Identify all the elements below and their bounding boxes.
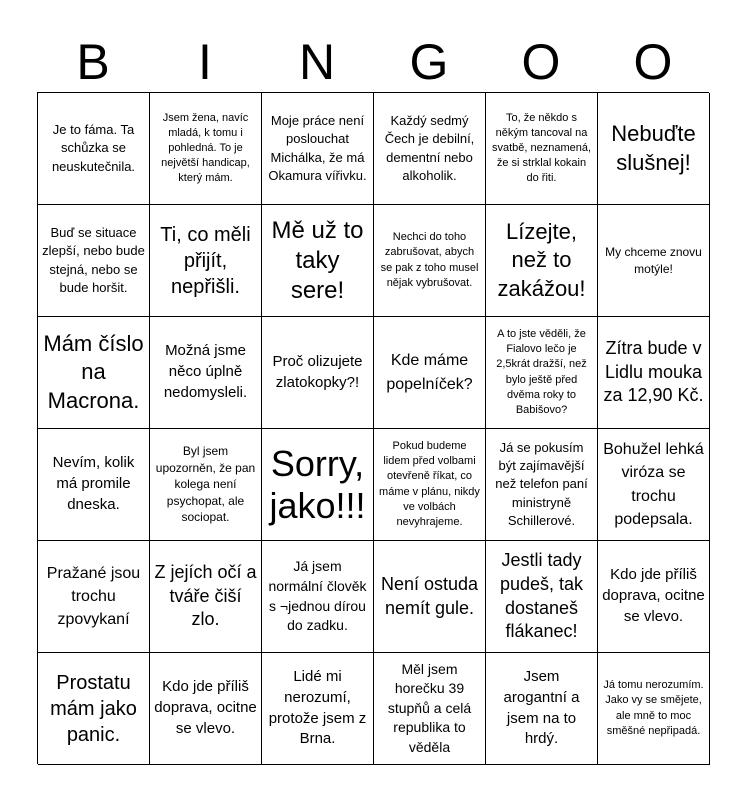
bingo-cell[interactable] — [38, 93, 150, 205]
cell-text: Zítra bude v Lidlu mouka za 12,90 Kč. — [603, 337, 704, 406]
cell-text: Jsem žena, navíc mladá, k tomu i pohledná. To je největší handicap, který mám. — [161, 111, 250, 185]
cell-text: Prostatu mám jako panic. — [50, 671, 137, 746]
cell-text: Možná jsme něco úplně nedomysleli. — [163, 342, 248, 401]
bingo-cell[interactable] — [374, 317, 486, 429]
bingo-cell[interactable] — [262, 653, 374, 765]
bingo-cell[interactable] — [38, 317, 150, 429]
bingo-cell[interactable] — [150, 205, 262, 317]
bingo-cell[interactable] — [38, 541, 150, 653]
header-letter-1: B — [76, 34, 110, 90]
bingo-cell[interactable] — [486, 317, 598, 429]
bingo-header — [37, 30, 709, 94]
bingo-cell[interactable] — [598, 93, 710, 205]
cell-text: Pražané jsou trochu zpovykaní — [46, 564, 141, 629]
cell-text: Moje práce není poslouchat Michálka, že má Okamura vířivku. — [268, 113, 367, 183]
bingo-cell[interactable] — [598, 429, 710, 541]
bingo-cell[interactable] — [598, 317, 710, 429]
bingo-cell[interactable] — [150, 93, 262, 205]
bingo-cell[interactable] — [486, 429, 598, 541]
bingo-cell[interactable] — [374, 653, 486, 765]
cell-text: Mám číslo na Macrona. — [43, 330, 144, 413]
bingo-cell[interactable] — [374, 429, 486, 541]
bingo-cell[interactable] — [262, 317, 374, 429]
cell-text: To, že někdo s někým tancoval na svatbě, neznamená, že si strklal kokain do řiti. — [491, 111, 592, 185]
bingo-grid — [37, 92, 709, 764]
cell-text: Já jsem normální člověk s ¬jednou dírou do zadku. — [268, 558, 367, 634]
cell-text: Není ostuda nemít gule. — [380, 573, 479, 618]
header-letter-2: I — [198, 34, 212, 90]
bingo-cell[interactable] — [598, 205, 710, 317]
cell-text: Ti, co měli přijít, nepřišli. — [160, 223, 251, 298]
bingo-cell[interactable] — [262, 429, 374, 541]
cell-text: Já tomu nerozumím. Jako vy se smějete, ale mně to moc směšné nepřipadá. — [603, 679, 704, 737]
cell-text: Lízejte, než to zakážou! — [497, 218, 586, 301]
bingo-cell[interactable] — [150, 317, 262, 429]
cell-text: Jestli tady pudeš, tak dostaneš flákanec! — [499, 549, 584, 642]
bingo-cell[interactable] — [486, 653, 598, 765]
bingo-cell[interactable] — [262, 205, 374, 317]
cell-text: Kde máme popelníček? — [386, 352, 473, 393]
bingo-cell[interactable] — [150, 429, 262, 541]
cell-text: Já se pokusím být zajímavější než telefon paní ministryně Schillerové. — [495, 440, 588, 528]
cell-text: Nechci do toho zabrušovat, abych se pak z toho musel nějak vybrušovat. — [380, 231, 479, 289]
cell-text: Z jejích očí a tváře čiší zlo. — [154, 561, 257, 630]
bingo-cell[interactable] — [374, 205, 486, 317]
cell-text: Bohužel lehká viróza se trochu podepsala. — [603, 441, 704, 528]
cell-text: Pokud budeme lidem před volbami otevřeně říkat, co máme v plánu, nikdy ve volbách nevyhrajeme. — [379, 439, 480, 528]
header-letter-6: O — [633, 34, 673, 90]
bingo-cell[interactable] — [598, 653, 710, 765]
bingo-cell[interactable] — [38, 429, 150, 541]
bingo-cell[interactable] — [38, 205, 150, 317]
cell-text: Kdo jde příliš doprava, ocitne se vlevo. — [602, 566, 705, 625]
cell-text: Je to fáma. Ta schůzka se neuskutečnila. — [51, 122, 136, 174]
cell-text: Byl jsem upozorněn, že pan kolega není psychopat, ale sociopat. — [155, 444, 256, 525]
cell-text: Měl jsem horečku 39 stupňů a celá republika to věděla — [387, 660, 472, 755]
bingo-cell[interactable] — [486, 205, 598, 317]
cell-text: Nebuďte slušnej! — [611, 120, 696, 175]
bingo-cell[interactable] — [374, 93, 486, 205]
cell-text: Každý sedmý Čech je debilní, dementní nebo alkoholik. — [384, 113, 475, 183]
header-letter-4: G — [409, 34, 449, 90]
cell-text: Kdo jde příliš doprava, ocitne se vlevo. — [154, 678, 257, 737]
cell-text: A to jste věděli, že Fialovo lečo je 2,5krát dražší, než bylo ještě před dvěma roky to Babišovo? — [496, 327, 587, 416]
cell-text: Proč olizujete zlatokopky?! — [272, 352, 363, 391]
cell-text: Lidé mi nerozumí, protože jsem z Brna. — [268, 668, 367, 748]
cell-text: Buď se situace zlepší, nebo bude stejná, nebo se bude horšit. — [42, 225, 145, 295]
cell-text: Jsem arogantní a jsem na to hrdý. — [503, 668, 580, 748]
cell-text: Nevím, kolik má promile dneska. — [52, 454, 135, 513]
bingo-cell[interactable] — [38, 653, 150, 765]
header-letter-5: O — [521, 34, 561, 90]
bingo-cell[interactable] — [598, 541, 710, 653]
bingo-cell[interactable] — [374, 541, 486, 653]
bingo-cell[interactable] — [150, 541, 262, 653]
bingo-cell[interactable] — [486, 93, 598, 205]
bingo-cell[interactable] — [150, 653, 262, 765]
header-letter-3: N — [298, 34, 336, 90]
cell-text: Sorry, jako!!! — [269, 443, 366, 526]
bingo-cell[interactable] — [262, 93, 374, 205]
cell-text: My chceme znovu motýle! — [605, 244, 702, 276]
cell-text: Mě už to taky sere! — [271, 216, 364, 304]
bingo-cell[interactable] — [486, 541, 598, 653]
bingo-cell[interactable] — [262, 541, 374, 653]
